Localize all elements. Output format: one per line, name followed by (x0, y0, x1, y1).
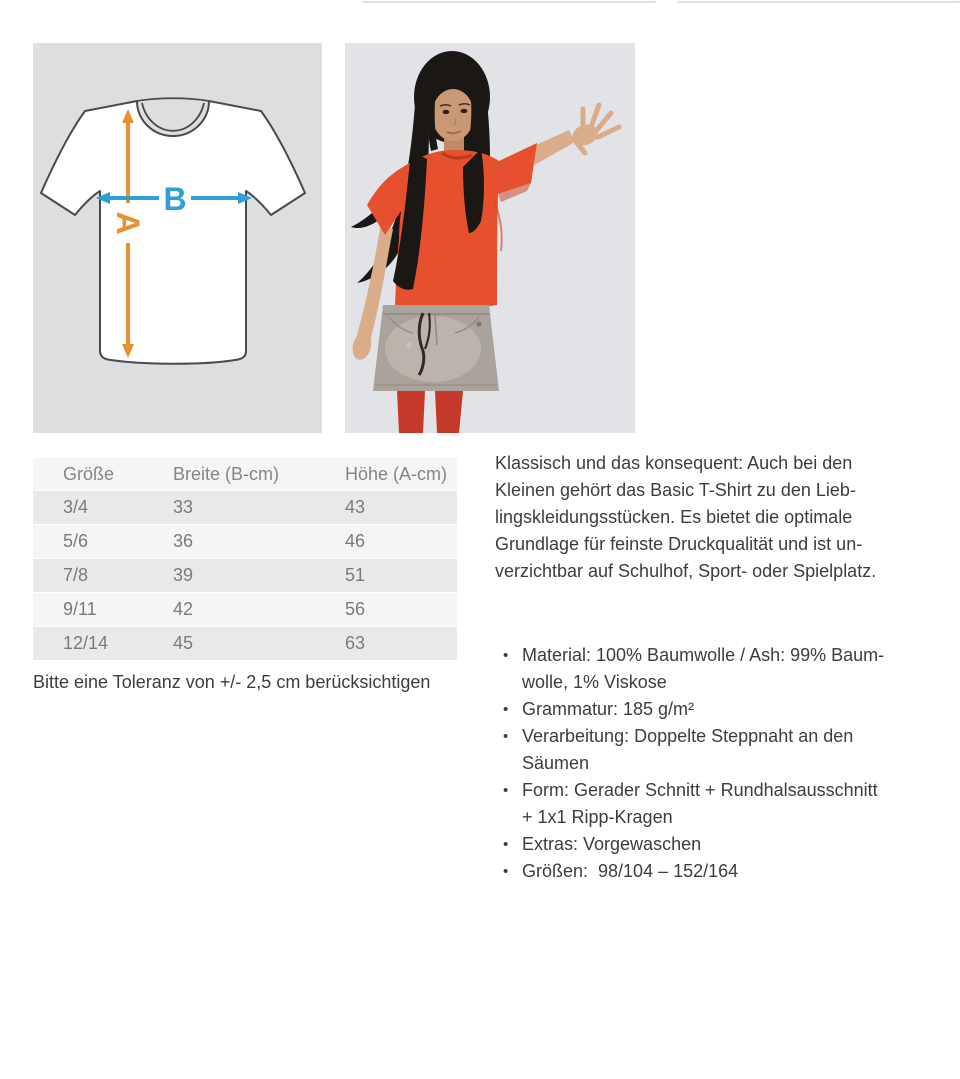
description-line: lingskleidungsstücken. Es bietet die optimale (495, 507, 853, 527)
cutoff-box-fragment-left (362, 0, 656, 3)
cell-height: 56 (345, 599, 366, 619)
description-line: Klassisch und das konsequent: Auch bei den (495, 453, 853, 473)
bullet-icon: • (503, 782, 509, 799)
model-photo-panel (345, 43, 635, 433)
label-b: B (163, 181, 187, 217)
size-table (33, 458, 457, 660)
feature-grammatur: • Grammatur: 185 g/m² (495, 696, 947, 723)
label-a: A (110, 211, 146, 235)
size-diagram-panel (33, 43, 322, 433)
cell-size: 5/6 (63, 531, 89, 551)
bullet-icon: • (503, 863, 509, 880)
cell-width: 36 (173, 531, 194, 551)
feature-form: • Form: Gerader Schnitt + Rundhalsausschnitt + 1x1 Ripp-Kragen (495, 777, 947, 831)
cell-height: 51 (345, 565, 366, 585)
tights-legs (397, 391, 463, 433)
cell-height: 63 (345, 633, 366, 653)
table-row (33, 490, 457, 524)
feature-groessen: • Größen: 98/104 – 152/164 (495, 858, 947, 885)
product-details (495, 450, 947, 885)
feature-extras: • Extras: Vorgewaschen (495, 831, 947, 858)
col-header-height: Höhe (A-cm) (345, 463, 448, 484)
description-line: Grundlage für feinste Druckqualität und ist un- (495, 534, 863, 554)
cell-width: 39 (173, 565, 194, 585)
cell-width: 45 (173, 633, 194, 653)
cell-size: 3/4 (63, 497, 89, 517)
table-row (33, 592, 457, 626)
cell-size: 12/14 (63, 633, 109, 653)
table-row (33, 626, 457, 660)
cell-height: 43 (345, 497, 366, 517)
bullet-icon: • (503, 701, 509, 718)
eye-left (443, 110, 450, 114)
eye-right (461, 109, 468, 113)
denim-skirt (373, 305, 499, 391)
tshirt-measurement-diagram (33, 43, 322, 433)
cell-width: 33 (173, 497, 194, 517)
feature-verarbeitung: • Verarbeitung: Doppelte Steppnaht an den Säumen (495, 723, 947, 777)
cell-height: 46 (345, 531, 366, 551)
feature-list (495, 642, 947, 885)
cell-size: 7/8 (63, 565, 89, 585)
feature-material: • Material: 100% Baumwolle / Ash: 99% Baum- wolle, 1% Viskose (495, 642, 947, 696)
orange-tshirt (367, 143, 537, 310)
col-header-size: Größe (63, 463, 115, 484)
tshirt-outline (41, 101, 305, 364)
girl-wearing-tshirt-photo (345, 43, 635, 433)
bullet-icon: • (503, 836, 509, 853)
collar-back-line (137, 98, 209, 101)
table-row (33, 524, 457, 558)
collar-inner-seam (142, 103, 204, 131)
table-row (33, 558, 457, 592)
tolerance-note: Bitte eine Toleranz von +/- 2,5 cm berücksichtigen (33, 672, 431, 692)
description-line: verzichtbar auf Schulhof, Sport- oder Spielplatz. (495, 561, 877, 581)
cutoff-box-fragment-right (678, 0, 960, 3)
product-description (495, 450, 947, 585)
fingers (576, 105, 619, 153)
bullet-icon: • (503, 647, 509, 664)
col-header-width: Breite (B-cm) (173, 463, 280, 484)
size-table-header (33, 458, 457, 490)
cell-size: 9/11 (63, 599, 97, 619)
cell-width: 42 (173, 599, 194, 619)
description-line: Kleinen gehört das Basic T-Shirt zu den Lieb- (495, 480, 856, 500)
bullet-icon: • (503, 728, 509, 745)
face (432, 89, 474, 141)
